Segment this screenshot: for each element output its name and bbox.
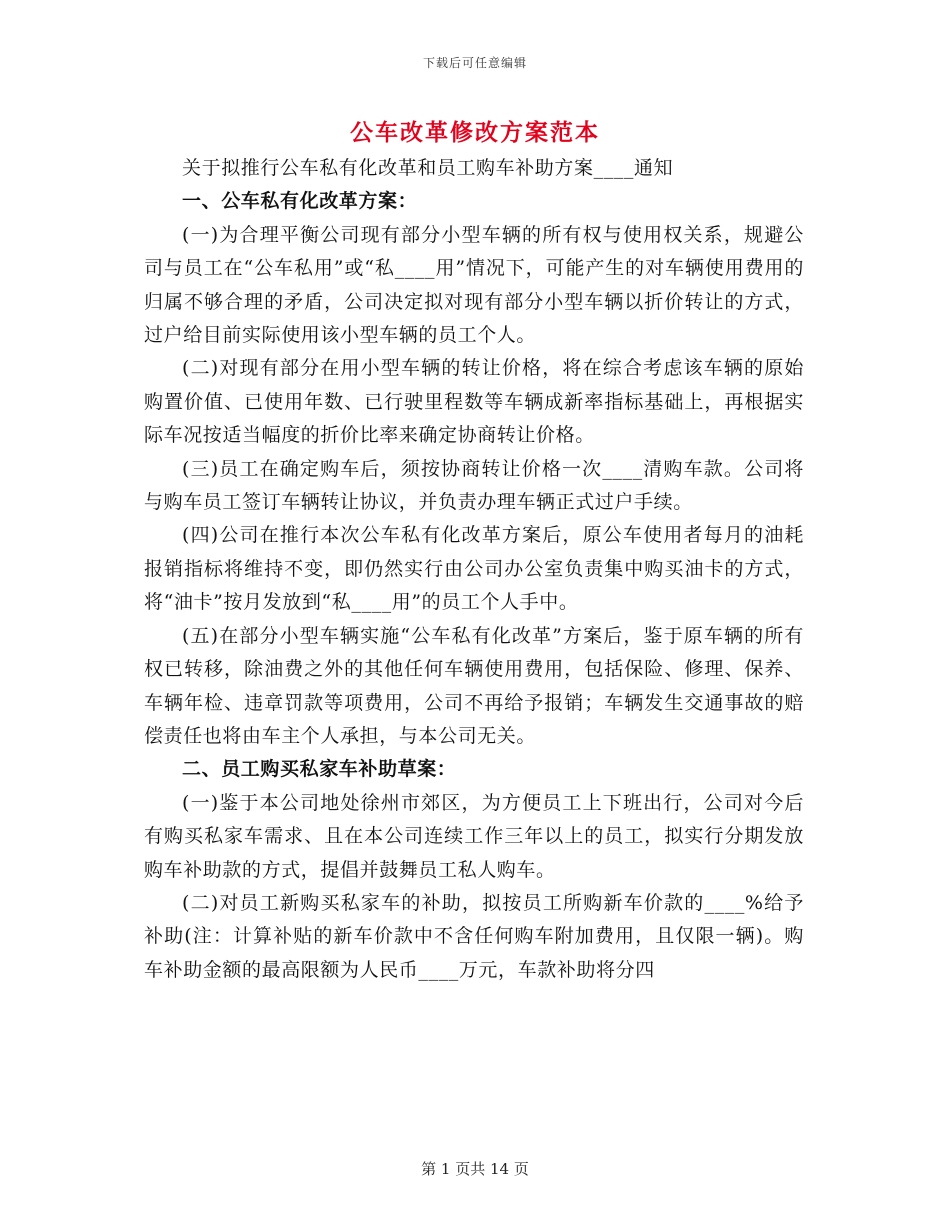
paragraph-2-2: (二)对员工新购买私家车的补助，拟按员工所购新车价款的____%给予补助(注：计算补贴的新车价款中不含任何购车附加费用，且仅限一辆)。购车补助金额的最高限额为人民币____万元，车款补助将分四 [144, 891, 804, 981]
section-heading-2: 二、员工购买私家车补助草案： [182, 758, 457, 781]
paragraph-1-5: (五)在部分小型车辆实施“公车私有化改革”方案后，鉴于原车辆的所有权已转移，除油费之外的其他任何车辆使用费用，包括保险、修理、保养、车辆年检、违章罚款等项费用，公司不再给予报销；车辆发生交通事故的赔偿责任也将由车主个人承担，与本公司无关。 [144, 624, 804, 747]
paragraph-2-1: (一)鉴于本公司地处徐州市郊区，为方便员工上下班出行，公司对今后有购买私家车需求、且在本公司连续工作三年以上的员工，拟实行分期发放购车补助款的方式，提倡并鼓舞员工私人购车。 [144, 791, 804, 881]
paragraph-1-3: (三)员工在确定购车后，须按协商转让价格一次____清购车款。公司将与购车员工签订车辆转让协议，并负责办理车辆正式过户手续。 [144, 457, 804, 514]
paragraph-1-2: (二)对现有部分在用小型车辆的转让价格，将在综合考虑该车辆的原始购置价值、已使用年数、已行驶里程数等车辆成新率指标基础上，再根据实际车况按适当幅度的折价比率来确定协商转让价格。 [144, 357, 804, 447]
document-body [144, 152, 804, 987]
paragraph-1-1: (一)为合理平衡公司现有部分小型车辆的所有权与使用权关系，规避公司与员工在“公车私用”或“私____用”情况下，可能产生的对车辆使用费用的归属不够合理的矛盾，公司决定拟对现有部分小型车辆以折价转让的方式，过户给目前实际使用该小型车辆的员工个人。 [144, 223, 804, 347]
section-heading-1: 一、公车私有化改革方案： [182, 190, 418, 213]
intro-line: 关于拟推行公车私有化改革和员工购车补助方案____通知 [182, 157, 674, 179]
document-title: 公车改革修改方案范本 [350, 119, 600, 146]
page-number: 第 1 页共 14 页 [421, 1160, 529, 1178]
paragraph-1-4: (四)公司在推行本次公车私有化改革方案后，原公车使用者每月的油耗报销指标将维持不变，即仍然实行由公司办公室负责集中购买油卡的方式，将“油卡”按月发放到“私____用”的员工个人手中。 [144, 524, 804, 614]
page-header-note: 下载后可任意编辑 [422, 56, 527, 70]
